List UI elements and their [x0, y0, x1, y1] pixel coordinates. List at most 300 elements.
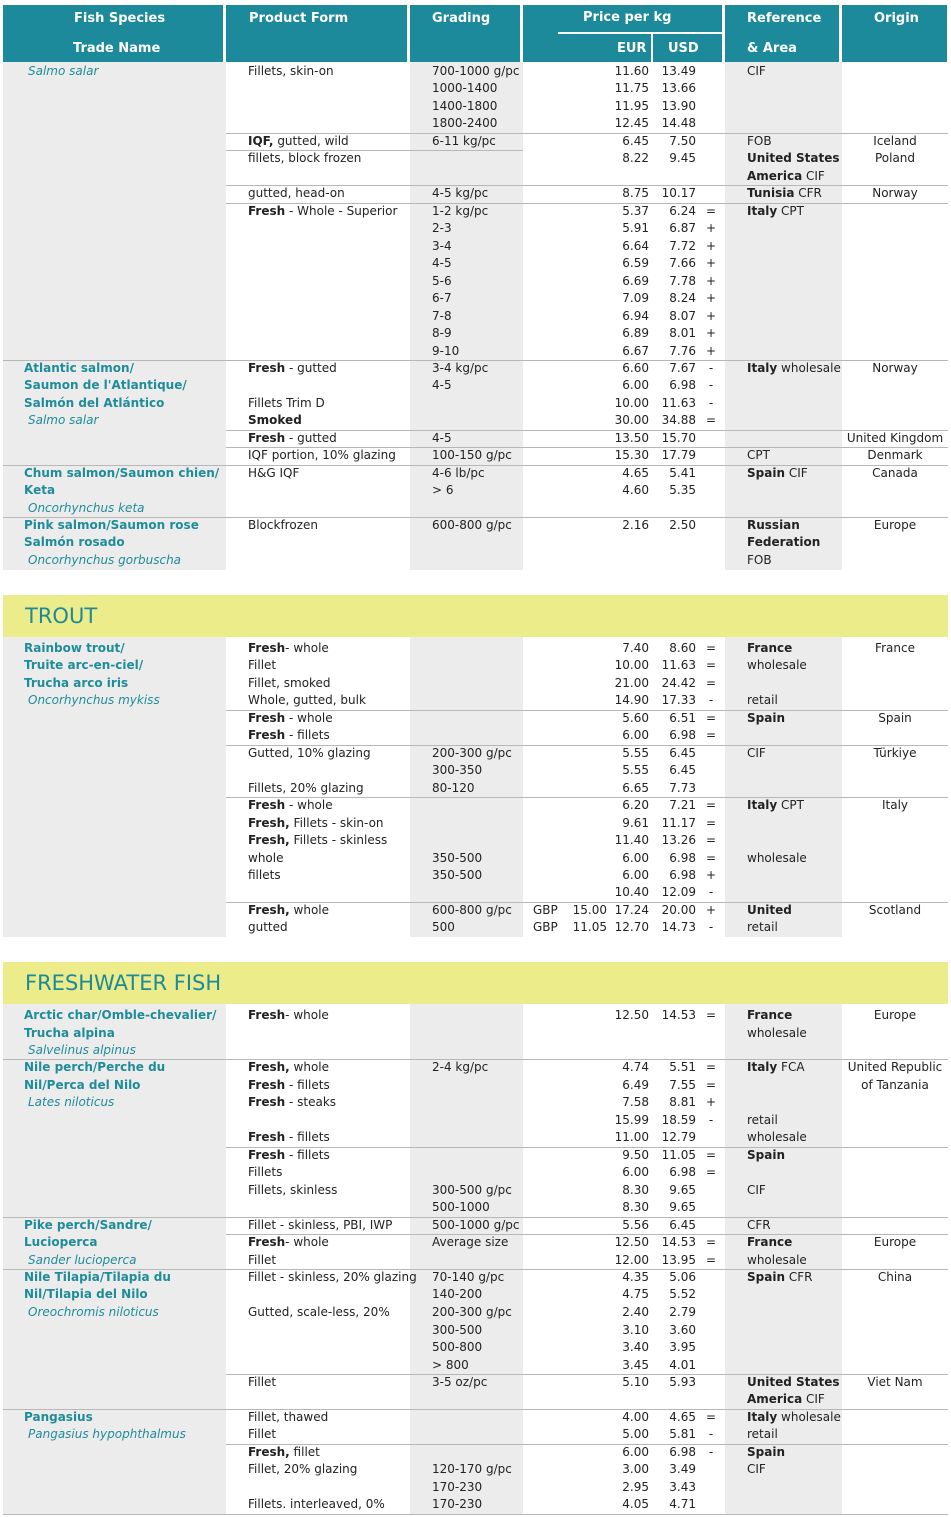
- reference-area: Federation: [747, 535, 821, 549]
- species-name: Salmón rosado: [24, 535, 125, 549]
- eur-price: 6.65: [622, 781, 649, 795]
- usd-price: 7.73: [669, 781, 696, 795]
- price-trend: -: [708, 396, 714, 410]
- eur-price: 6.45: [622, 134, 649, 148]
- eur-price: 10.00: [614, 658, 649, 672]
- usd-price: 6.87: [669, 221, 696, 235]
- reference-area: Italy FCA: [747, 1060, 805, 1074]
- grading: 300-350: [432, 763, 483, 777]
- species-name: Pike perch/Sandre/: [24, 1218, 152, 1232]
- product-form: Fresh - Whole - Superior: [248, 204, 398, 218]
- reference-area: United States: [747, 151, 840, 165]
- product-form: Smoked: [248, 413, 302, 427]
- reference-area: Spain CIF: [747, 466, 808, 480]
- eur-price: 10.40: [614, 885, 649, 899]
- product-form: Fillets. interleaved, 0%: [248, 1497, 385, 1511]
- origin: Poland: [874, 151, 916, 165]
- eur-price: 7.09: [622, 291, 649, 305]
- eur-price: 5.60: [622, 711, 649, 725]
- species-name: Saumon de l'Atlantique/: [24, 378, 187, 392]
- usd-price: 14.48: [661, 116, 696, 130]
- usd-price: 7.21: [669, 798, 696, 812]
- grading: 350-500: [432, 851, 483, 865]
- eur-price: 10.00: [614, 396, 649, 410]
- usd-price: 3.43: [669, 1480, 696, 1494]
- eur-price: 11.00: [614, 1130, 649, 1144]
- usd-price: 5.35: [669, 483, 696, 497]
- species-name: Arctic char/Omble-chevalier/: [24, 1008, 217, 1022]
- reference-area: FOB: [747, 553, 772, 567]
- eur-price: 6.00: [622, 1445, 649, 1459]
- grading: 6-11 kg/pc: [432, 134, 496, 148]
- grading: 140-200: [432, 1287, 483, 1301]
- usd-price: 4.65: [669, 1410, 696, 1424]
- origin: Norway: [872, 361, 918, 375]
- usd-price: 8.07: [669, 309, 696, 323]
- eur-price: 6.94: [622, 309, 649, 323]
- grading: 4-5 kg/pc: [432, 186, 489, 200]
- grading: > 6: [432, 483, 454, 497]
- header-trade-name: Trade Name: [73, 41, 161, 56]
- species-name: Salmo salar: [28, 64, 99, 78]
- reference-area: wholesale: [747, 658, 807, 672]
- grading: 3-4: [432, 239, 452, 253]
- product-form: Fillets, 20% glazing: [248, 781, 364, 795]
- usd-price: 18.59: [661, 1113, 696, 1127]
- price-trend: =: [705, 798, 717, 812]
- product-form: Fresh - gutted: [248, 361, 337, 375]
- usd-price: 5.52: [669, 1287, 696, 1301]
- grading: 2-4 kg/pc: [432, 1060, 489, 1074]
- reference-area: America CIF: [747, 169, 825, 183]
- header-product-form: Product Form: [249, 11, 349, 26]
- reference-area: Spain: [747, 1148, 785, 1162]
- grading: 5-6: [432, 274, 452, 288]
- grading: 4-5: [432, 256, 452, 270]
- grading: 4-5: [432, 378, 452, 392]
- usd-price: 6.98: [669, 1165, 696, 1179]
- origin: Norway: [872, 186, 918, 200]
- price-trend: -: [708, 378, 714, 392]
- price-trend: -: [708, 1113, 714, 1127]
- grading: 300-500 g/pc: [432, 1183, 512, 1197]
- eur-price: 6.69: [622, 274, 649, 288]
- product-form: Fillets, skinless: [248, 1183, 338, 1197]
- product-form: Fresh - gutted: [248, 431, 337, 445]
- grading: 200-300 g/pc: [432, 746, 512, 760]
- grading: Average size: [432, 1235, 509, 1249]
- grading: 6-7: [432, 291, 452, 305]
- eur-price: 4.75: [622, 1287, 649, 1301]
- grading: 170-230: [432, 1480, 483, 1494]
- product-form: Fillet - skinless, PBI, IWP: [248, 1218, 393, 1232]
- usd-price: 2.50: [669, 518, 696, 532]
- usd-price: 2.79: [669, 1305, 696, 1319]
- price-trend: +: [705, 239, 717, 253]
- section-freshwater: FRESHWATER FISH: [3, 962, 948, 1004]
- product-form: Fresh, whole: [248, 1060, 330, 1074]
- grading: 1800-2400: [432, 116, 498, 130]
- gbp-currency: GBP: [533, 920, 558, 934]
- product-form: gutted: [248, 920, 288, 934]
- species-name: Lucioperca: [24, 1235, 98, 1249]
- species-name: Truite arc-en-ciel/: [24, 658, 144, 672]
- species-name: Rainbow trout/: [24, 641, 125, 655]
- reference-column-bg: [725, 62, 842, 1514]
- reference-area: retail: [747, 1113, 778, 1127]
- usd-price: 14.73: [661, 920, 696, 934]
- price-trend: =: [705, 1410, 717, 1424]
- product-form: Fillet: [248, 658, 277, 672]
- origin: United Republic: [847, 1060, 943, 1074]
- price-trend: +: [705, 291, 717, 305]
- species-name: Atlantic salmon/: [24, 361, 134, 375]
- reference-area: wholesale: [747, 851, 807, 865]
- usd-price: 6.45: [669, 1218, 696, 1232]
- eur-price: 6.49: [622, 1078, 649, 1092]
- usd-price: 13.90: [661, 99, 696, 113]
- grading: 200-300 g/pc: [432, 1305, 512, 1319]
- origin: Viet Nam: [867, 1375, 923, 1389]
- section-trout: TROUT: [3, 595, 948, 637]
- eur-price: 12.50: [614, 1008, 649, 1022]
- origin: Europe: [873, 518, 917, 532]
- eur-price: 21.00: [614, 676, 649, 690]
- origin: United Kingdom: [846, 431, 944, 445]
- eur-price: 6.00: [622, 851, 649, 865]
- usd-price: 11.05: [661, 1148, 696, 1162]
- eur-price: 7.58: [622, 1095, 649, 1109]
- species-name: Salmón del Atlántico: [24, 396, 165, 410]
- origin: Spain: [878, 711, 912, 725]
- eur-price: 9.50: [622, 1148, 649, 1162]
- grading: 600-800 g/pc: [432, 518, 512, 532]
- species-name: Oreochromis niloticus: [28, 1305, 159, 1319]
- table-header: [3, 5, 947, 62]
- grading: 600-800 g/pc: [432, 903, 512, 917]
- usd-price: 13.49: [661, 64, 696, 78]
- origin: Denmark: [867, 448, 923, 462]
- header-area: & Area: [747, 41, 797, 56]
- grading: 1-2 kg/pc: [432, 204, 489, 218]
- usd-price: 15.70: [661, 431, 696, 445]
- usd-price: 17.33: [661, 693, 696, 707]
- eur-price: 5.56: [622, 1218, 649, 1232]
- reference-area: retail: [747, 920, 778, 934]
- product-form: Fresh - fillets: [248, 1148, 330, 1162]
- eur-price: 11.40: [614, 833, 649, 847]
- product-form: Fillet: [248, 1253, 277, 1267]
- reference-area: CIF: [747, 1462, 766, 1476]
- price-trend: +: [705, 344, 717, 358]
- grading: 8-9: [432, 326, 452, 340]
- reference-area: Russian: [747, 518, 800, 532]
- species-name: Trucha arco iris: [24, 676, 129, 690]
- usd-price: 11.63: [661, 396, 696, 410]
- usd-price: 5.06: [669, 1270, 696, 1284]
- usd-price: 13.95: [661, 1253, 696, 1267]
- grading: 300-500: [432, 1323, 483, 1337]
- usd-price: 6.24: [669, 204, 696, 218]
- species-name: Nil/Perca del Nilo: [24, 1078, 141, 1092]
- usd-price: 4.01: [669, 1358, 696, 1372]
- price-trend: =: [705, 816, 717, 830]
- species-name: Chum salmon/Saumon chien/: [24, 466, 220, 480]
- reference-area: France: [747, 641, 793, 655]
- grading: 3-5 oz/pc: [432, 1375, 488, 1389]
- origin: France: [875, 641, 915, 655]
- grading: 500: [432, 920, 455, 934]
- usd-price: 6.45: [669, 746, 696, 760]
- product-form: Fillets, skin-on: [248, 64, 334, 78]
- eur-price: 13.50: [614, 431, 649, 445]
- eur-price: 4.65: [622, 466, 649, 480]
- product-form: Fresh - whole: [248, 711, 333, 725]
- reference-area: retail: [747, 693, 778, 707]
- reference-area: FOB: [747, 134, 772, 148]
- product-form: Fresh- whole: [248, 641, 329, 655]
- usd-price: 5.81: [669, 1427, 696, 1441]
- reference-area: wholesale: [747, 1026, 807, 1040]
- product-form: Fresh, Fillets - skin-on: [248, 816, 384, 830]
- usd-price: 6.98: [669, 378, 696, 392]
- grading: 2-3: [432, 221, 452, 235]
- eur-price: 3.00: [622, 1462, 649, 1476]
- gbp-price: 11.05: [572, 920, 607, 934]
- price-trend: =: [705, 658, 717, 672]
- product-form: Gutted, scale-less, 20%: [248, 1305, 390, 1319]
- reference-area: Italy CPT: [747, 204, 804, 218]
- product-form: fillets, block frozen: [248, 151, 362, 165]
- product-form: Fresh - fillets: [248, 1130, 330, 1144]
- eur-price: 6.00: [622, 728, 649, 742]
- eur-price: 6.00: [622, 868, 649, 882]
- eur-price: 5.91: [622, 221, 649, 235]
- grading: 3-4 kg/pc: [432, 361, 489, 375]
- eur-price: 5.55: [622, 763, 649, 777]
- reference-area: CIF: [747, 1183, 766, 1197]
- eur-price: 4.74: [622, 1060, 649, 1074]
- usd-price: 8.60: [669, 641, 696, 655]
- usd-price: 20.00: [661, 903, 696, 917]
- eur-price: 8.30: [622, 1183, 649, 1197]
- origin: Canada: [872, 466, 918, 480]
- species-name: Pangasius hypophthalmus: [28, 1427, 186, 1441]
- usd-price: 3.95: [669, 1340, 696, 1354]
- grading: 350-500: [432, 868, 483, 882]
- price-trend: =: [705, 1078, 717, 1092]
- species-name: Trucha alpina: [24, 1026, 115, 1040]
- grading: 500-1000 g/pc: [432, 1218, 520, 1232]
- species-name: Lates niloticus: [28, 1095, 115, 1109]
- reference-area: Italy CPT: [747, 798, 804, 812]
- product-form: Blockfrozen: [248, 518, 318, 532]
- product-form: Fillets: [248, 1165, 283, 1179]
- product-form: Fillet, smoked: [248, 676, 331, 690]
- price-trend: +: [705, 309, 717, 323]
- price-trend: =: [705, 1165, 717, 1179]
- header-species: Fish Species: [74, 11, 166, 26]
- price-trend: =: [705, 1008, 717, 1022]
- eur-price: 6.64: [622, 239, 649, 253]
- eur-price: 3.40: [622, 1340, 649, 1354]
- usd-price: 8.24: [669, 291, 696, 305]
- eur-price: 7.40: [622, 641, 649, 655]
- price-trend: =: [705, 641, 717, 655]
- eur-price: 12.00: [614, 1253, 649, 1267]
- usd-price: 6.98: [669, 728, 696, 742]
- eur-price: 5.10: [622, 1375, 649, 1389]
- grading: 700-1000 g/pc: [432, 64, 520, 78]
- product-form: Fresh - fillets: [248, 728, 330, 742]
- eur-price: 5.00: [622, 1427, 649, 1441]
- product-form: Fillet, thawed: [248, 1410, 329, 1424]
- species-name: Nile perch/Perche du: [24, 1060, 166, 1074]
- product-form: Fillet - skinless, 20% glazing: [248, 1270, 417, 1284]
- price-trend: +: [705, 1095, 717, 1109]
- species-name: Pangasius: [24, 1410, 93, 1424]
- price-trend: =: [705, 1148, 717, 1162]
- product-form: Fillets Trim D: [248, 396, 325, 410]
- usd-price: 12.79: [661, 1130, 696, 1144]
- reference-area: America CIF: [747, 1392, 825, 1406]
- species-name: Oncorhynchus mykiss: [28, 693, 160, 707]
- product-form: gutted, head-on: [248, 186, 345, 200]
- usd-price: 6.98: [669, 868, 696, 882]
- product-form: Whole, gutted, bulk: [248, 693, 366, 707]
- header-usd: USD: [668, 41, 699, 56]
- eur-price: 6.60: [622, 361, 649, 375]
- usd-price: 7.66: [669, 256, 696, 270]
- eur-price: 4.35: [622, 1270, 649, 1284]
- product-form: whole: [248, 851, 284, 865]
- usd-price: 8.01: [669, 326, 696, 340]
- price-trend: -: [708, 885, 714, 899]
- eur-price: 6.20: [622, 798, 649, 812]
- reference-area: wholesale: [747, 1253, 807, 1267]
- eur-price: 9.61: [622, 816, 649, 830]
- eur-price: 17.24: [614, 903, 649, 917]
- usd-price: 6.98: [669, 1445, 696, 1459]
- origin: of Tanzania: [861, 1078, 929, 1092]
- species-name: Oncorhynchus gorbuscha: [28, 553, 182, 567]
- price-trend: +: [705, 903, 717, 917]
- usd-price: 7.72: [669, 239, 696, 253]
- reference-area: Spain: [747, 711, 785, 725]
- reference-area: United: [747, 903, 792, 917]
- usd-price: 7.67: [669, 361, 696, 375]
- grading: 9-10: [432, 344, 460, 358]
- eur-price: 5.37: [622, 204, 649, 218]
- product-form: Fresh- whole: [248, 1008, 329, 1022]
- species-name: Salmo salar: [28, 413, 99, 427]
- eur-price: 3.10: [622, 1323, 649, 1337]
- product-form: Fresh - steaks: [248, 1095, 337, 1109]
- eur-price: 3.45: [622, 1358, 649, 1372]
- eur-price: 2.16: [622, 518, 649, 532]
- product-form: Fresh, fillet: [248, 1445, 320, 1459]
- product-form: Fresh- whole: [248, 1235, 329, 1249]
- origin: Türkiye: [873, 746, 917, 760]
- grading: 7-8: [432, 309, 452, 323]
- usd-price: 9.45: [669, 151, 696, 165]
- reference-area: France: [747, 1008, 793, 1022]
- reference-area: CIF: [747, 64, 766, 78]
- grading: 1000-1400: [432, 81, 498, 95]
- eur-price: 14.90: [614, 693, 649, 707]
- reference-area: CFR: [747, 1218, 771, 1232]
- reference-area: retail: [747, 1427, 778, 1441]
- eur-price: 8.22: [622, 151, 649, 165]
- gbp-currency: GBP: [533, 903, 558, 917]
- reference-area: United States: [747, 1375, 840, 1389]
- price-trend: =: [705, 851, 717, 865]
- price-trend: +: [705, 274, 717, 288]
- eur-price: 12.45: [614, 116, 649, 130]
- reference-area: France: [747, 1235, 793, 1249]
- eur-price: 2.40: [622, 1305, 649, 1319]
- usd-price: 4.71: [669, 1497, 696, 1511]
- usd-price: 7.50: [669, 134, 696, 148]
- eur-price: 11.75: [614, 81, 649, 95]
- grading: 500-1000: [432, 1200, 490, 1214]
- eur-price: 15.30: [614, 448, 649, 462]
- price-trend: =: [705, 1235, 717, 1249]
- species-name: Oncorhynchus keta: [28, 501, 145, 515]
- product-form: Fresh - whole: [248, 798, 333, 812]
- origin: Europe: [873, 1235, 917, 1249]
- product-form: Fillet: [248, 1375, 277, 1389]
- origin: Scotland: [868, 903, 922, 917]
- usd-price: 3.49: [669, 1462, 696, 1476]
- price-trend: =: [705, 728, 717, 742]
- usd-price: 34.88: [661, 413, 696, 427]
- header-price: Price per kg: [583, 10, 672, 25]
- eur-price: 6.00: [622, 378, 649, 392]
- product-form: Fresh, Fillets - skinless: [248, 833, 388, 847]
- price-trend: -: [708, 1427, 714, 1441]
- reference-area: Tunisia CFR: [747, 186, 822, 200]
- usd-price: 3.60: [669, 1323, 696, 1337]
- species-name: Pink salmon/Saumon rose: [24, 518, 199, 532]
- usd-price: 6.51: [669, 711, 696, 725]
- origin: China: [877, 1270, 913, 1284]
- grading: 100-150 g/pc: [432, 448, 512, 462]
- price-trend: =: [705, 676, 717, 690]
- eur-price: 4.00: [622, 1410, 649, 1424]
- grading: 170-230: [432, 1497, 483, 1511]
- price-trend: -: [708, 361, 714, 375]
- usd-price: 13.26: [661, 833, 696, 847]
- price-trend: =: [705, 1253, 717, 1267]
- price-trend: =: [705, 413, 717, 427]
- usd-price: 6.45: [669, 763, 696, 777]
- usd-price: 5.93: [669, 1375, 696, 1389]
- species-name: Sander lucioperca: [28, 1253, 137, 1267]
- species-name: Salvelinus alpinus: [28, 1043, 136, 1057]
- origin: Iceland: [873, 134, 917, 148]
- price-trend: +: [705, 326, 717, 340]
- reference-area: Italy wholesale: [747, 361, 841, 375]
- eur-price: 6.59: [622, 256, 649, 270]
- grading: 1400-1800: [432, 99, 498, 113]
- grading: 4-5: [432, 431, 452, 445]
- usd-price: 7.55: [669, 1078, 696, 1092]
- product-form: IQF portion, 10% glazing: [248, 448, 396, 462]
- header-grading: Grading: [432, 11, 491, 26]
- eur-price: 11.95: [614, 99, 649, 113]
- product-form: H&G IQF: [248, 466, 300, 480]
